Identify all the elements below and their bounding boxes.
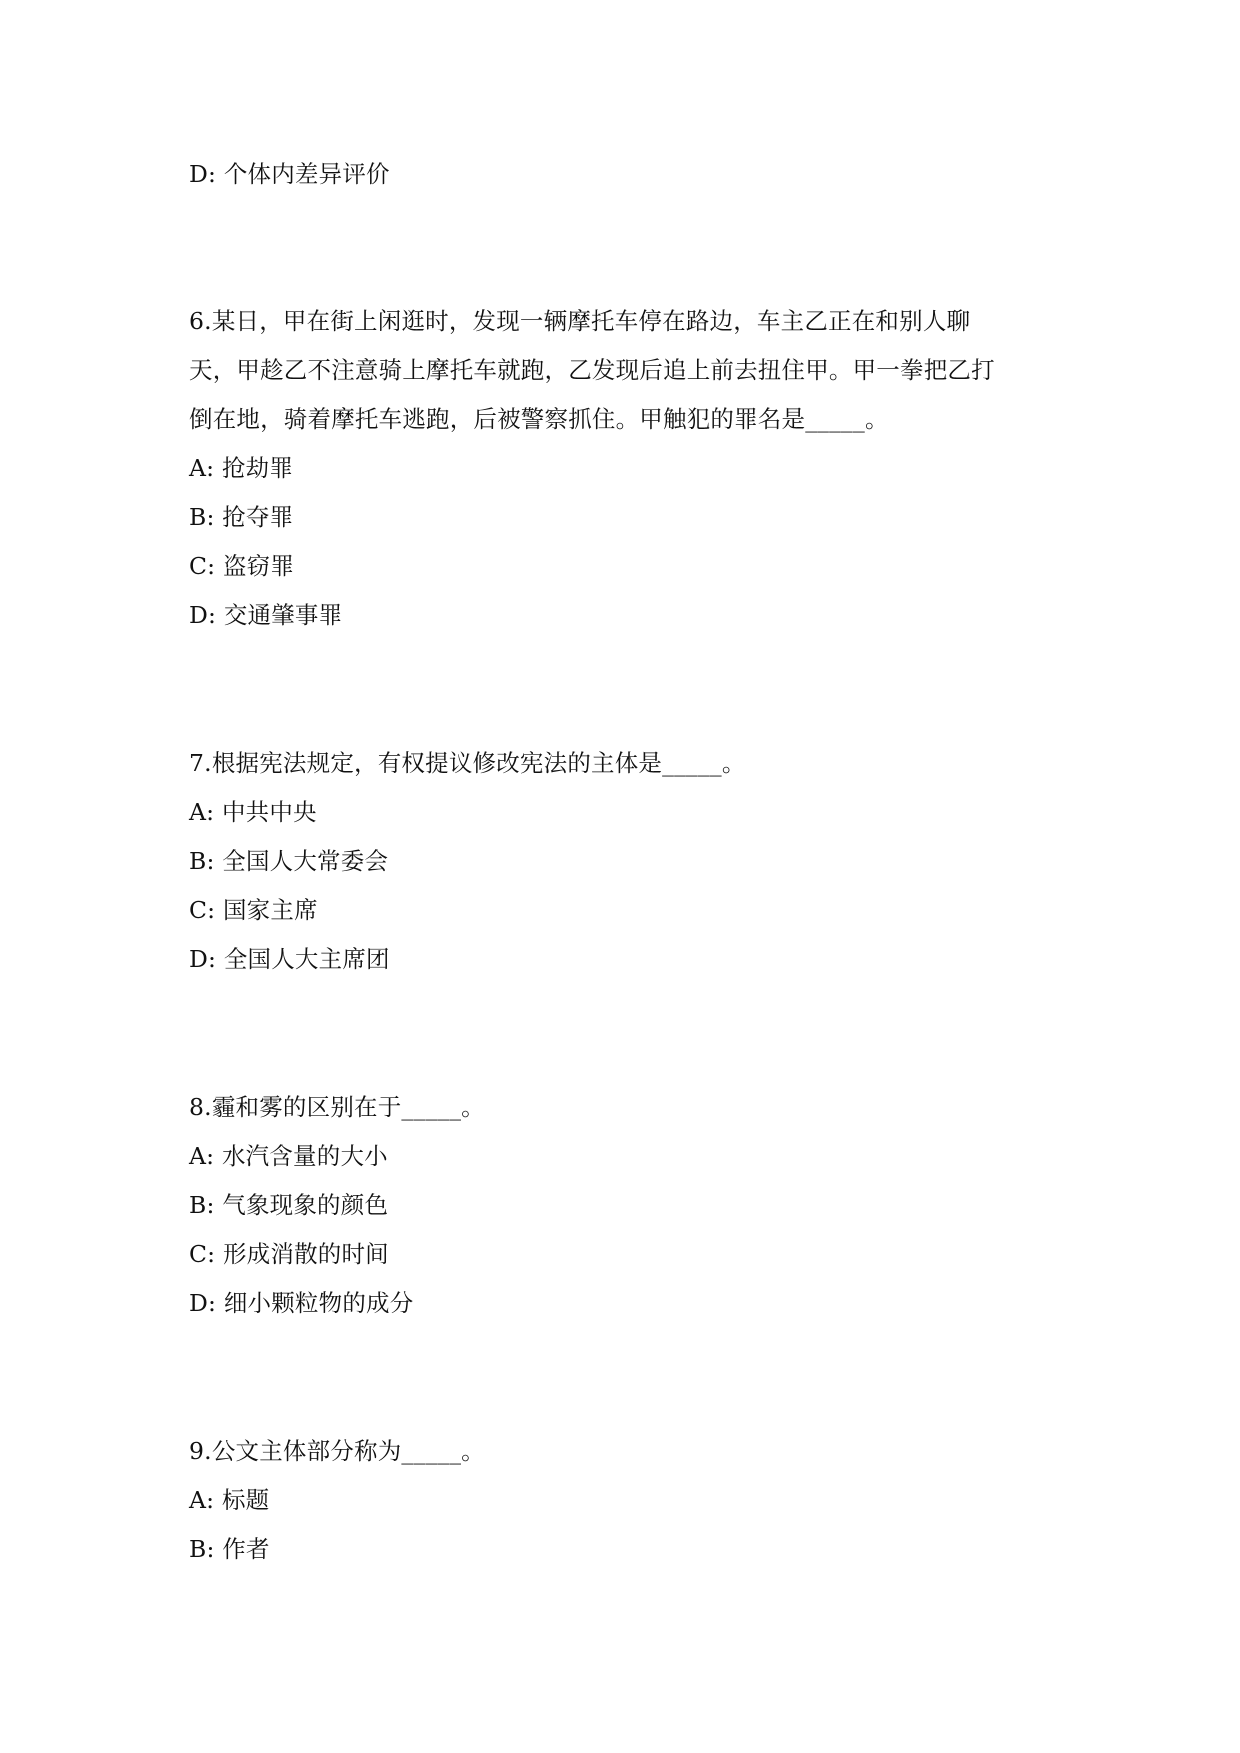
question-9-option-a: A: 标题	[189, 1486, 270, 1514]
question-9-option-b: B: 作者	[189, 1535, 270, 1563]
question-8-option-b: B: 气象现象的颜色	[189, 1191, 389, 1219]
question-6-stem-line-1: 6.某日，甲在街上闲逛时，发现一辆摩托车停在路边，车主乙正在和别人聊	[189, 307, 971, 335]
question-8-option-c: C: 形成消散的时间	[189, 1240, 389, 1268]
question-7-option-a: A: 中共中央	[189, 798, 317, 826]
question-8-stem: 8.霾和雾的区别在于_____。	[189, 1093, 485, 1121]
question-6-option-c: C: 盗窃罪	[189, 552, 295, 580]
question-7-option-d: D: 全国人大主席团	[189, 945, 390, 973]
prev-question-option-d: D: 个体内差异评价	[189, 160, 390, 188]
question-6-option-d: D: 交通肇事罪	[189, 601, 343, 629]
question-7-option-b: B: 全国人大常委会	[189, 847, 389, 875]
question-7-option-c: C: 国家主席	[189, 896, 318, 924]
question-9-stem: 9.公文主体部分称为_____。	[189, 1437, 485, 1465]
question-6-stem-line-3: 倒在地，骑着摩托车逃跑，后被警察抓住。甲触犯的罪名是_____。	[189, 405, 889, 433]
question-6-option-a: A: 抢劫罪	[189, 454, 294, 482]
question-8-option-d: D: 细小颗粒物的成分	[189, 1289, 414, 1317]
question-6-stem-line-2: 天，甲趁乙不注意骑上摩托车就跑，乙发现后追上前去扭住甲。甲一拳把乙打	[189, 356, 995, 384]
question-7-stem: 7.根据宪法规定，有权提议修改宪法的主体是_____。	[189, 749, 746, 777]
question-6-option-b: B: 抢夺罪	[189, 503, 294, 531]
question-8-option-a: A: 水汽含量的大小	[189, 1142, 388, 1170]
